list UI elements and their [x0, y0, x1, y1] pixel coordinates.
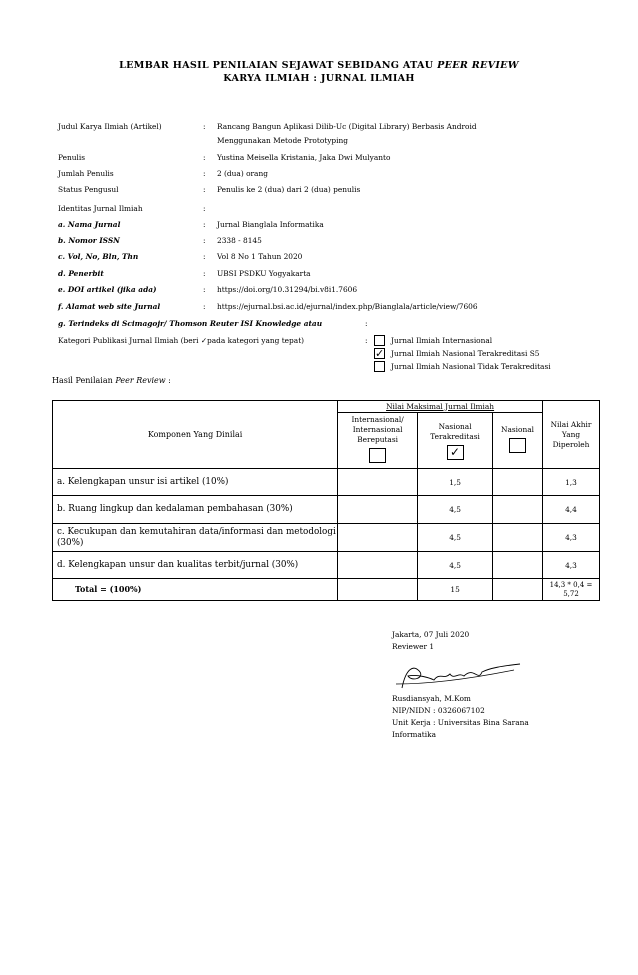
- identity-label: e. DOI artikel (jika ada): [58, 285, 157, 294]
- identity-colon: :: [203, 302, 206, 311]
- identity-colon: :: [203, 185, 206, 194]
- row-component: a. Kelengkapan unsur isi artikel (10%): [53, 469, 338, 496]
- row-max: 4,5: [418, 524, 493, 552]
- identity-row: [58, 319, 618, 333]
- identity-label: c. Vol, No, Bln, Thn: [58, 252, 139, 261]
- row-component: d. Kelengkapan unsur dan kualitas terbit/jurnal (30%): [53, 552, 338, 579]
- sign-name: Rusdiansyah, M.Kom: [392, 694, 471, 703]
- row-component: c. Kecukupan dan kemutahiran data/informasi dan metodologi (30%): [53, 524, 338, 552]
- sign-unit-2: Informatika: [392, 730, 437, 739]
- total-label: Total = (100%): [53, 579, 338, 601]
- identity-label: d. Penerbit: [58, 269, 104, 278]
- identity-colon: :: [203, 252, 206, 261]
- title-text: LEMBAR HASIL PENILAIAN SEJAWAT SEBIDANG ATAU: [119, 60, 434, 71]
- row-nas: [493, 496, 543, 524]
- identity-row: [58, 252, 618, 266]
- category-checkbox: [374, 361, 385, 372]
- total-nas: [493, 579, 543, 601]
- identity-colon: :: [203, 285, 206, 294]
- identity-value: Jurnal Bianglala Informatika: [217, 220, 324, 229]
- header-national-text: Nasional: [501, 425, 535, 434]
- header-final: [543, 401, 600, 469]
- identity-value: 2338 - 8145: [217, 236, 262, 245]
- header-national-accredited: [418, 413, 493, 469]
- header-final-text: Nilai Akhir Yang Diperoleh: [550, 419, 592, 449]
- row-nas: [493, 469, 543, 496]
- sign-unit: Unit Kerja : Universitas Bina Sarana: [392, 718, 529, 727]
- row-max: 1,5: [418, 469, 493, 496]
- identity-row: [58, 122, 618, 136]
- identity-label: Judul Karya Ilmiah (Artikel): [58, 122, 162, 131]
- sign-role: Reviewer 1: [392, 642, 435, 651]
- category-option-text: Jurnal Ilmiah Nasional Tidak Terakreditasi: [391, 362, 551, 371]
- identity-row: [58, 185, 618, 199]
- category-colon: :: [365, 336, 368, 345]
- identity-value: 2 (dua) orang: [217, 169, 268, 178]
- sign-date: Jakarta, 07 Juli 2020: [392, 630, 470, 639]
- identity-label: Status Pengusul: [58, 185, 119, 194]
- total-intl: [338, 579, 418, 601]
- row-nas: [493, 524, 543, 552]
- row-nas: [493, 552, 543, 579]
- row-intl: [338, 552, 418, 579]
- header-national-accredited-text: Nasional Terakreditasi: [430, 421, 480, 441]
- table-row: [53, 496, 600, 524]
- identity-row: [58, 236, 618, 250]
- identity-colon: :: [203, 220, 206, 229]
- identity-value: https://doi.org/10.31294/bi.v8i1.7606: [217, 285, 358, 294]
- result-heading: [52, 376, 171, 385]
- row-component: b. Ruang lingkup dan kedalaman pembahasan (30%): [53, 496, 338, 524]
- identity-label: Penulis: [58, 153, 86, 162]
- international-checkbox: [369, 448, 386, 463]
- identity-value: https://ejurnal.bsi.ac.id/ejurnal/index.php/Bianglala/article/view/7606: [217, 302, 478, 311]
- result-heading-text: Hasil Penilaian: [52, 376, 113, 385]
- row-final: 4,3: [543, 552, 600, 579]
- identity-value: Rancang Bangun Aplikasi Dilib-Uc (Digital Library) Berbasis Android: [217, 122, 477, 131]
- identity-label: Jumlah Penulis: [58, 169, 114, 178]
- row-final: 4,4: [543, 496, 600, 524]
- identity-row: [58, 269, 618, 283]
- identity-colon: :: [203, 269, 206, 278]
- identity-label: b. Nomor ISSN: [58, 236, 120, 245]
- identity-row: [58, 285, 618, 299]
- table-row: [53, 524, 600, 552]
- header-component: Komponen Yang Dinilai: [53, 401, 338, 469]
- row-intl: [338, 524, 418, 552]
- sign-nip: NIP/NIDN : 0326067102: [392, 706, 485, 715]
- total-final: 14,3 * 0,4 = 5,72: [543, 579, 600, 601]
- result-colon: :: [168, 376, 171, 385]
- row-intl: [338, 496, 418, 524]
- identity-colon: :: [203, 204, 206, 213]
- header-international-text: Internasional/ Internasional Bereputasi: [351, 415, 404, 444]
- total-max: 15: [418, 579, 493, 601]
- identity-colon: :: [203, 122, 206, 131]
- header-international: [338, 413, 418, 469]
- identity-value: Vol 8 No 1 Tahun 2020: [217, 252, 303, 261]
- header-max-score: Nilai Maksimal Jurnal Ilmiah: [338, 401, 543, 413]
- doc-title-line1: [0, 60, 638, 71]
- doc-title-line2: KARYA ILMIAH : JURNAL ILMIAH: [223, 73, 415, 84]
- identity-value: Menggunakan Metode Prototyping: [217, 136, 349, 145]
- identity-label: a. Nama Jurnal: [58, 220, 121, 229]
- identity-value: UBSI PSDKU Yogyakarta: [217, 269, 311, 278]
- identity-row: [58, 220, 618, 234]
- signature-image: [394, 658, 524, 694]
- identity-row: [58, 302, 618, 316]
- identity-colon: :: [203, 236, 206, 245]
- identity-value: Yustina Meisella Kristania, Jaka Dwi Mulyanto: [217, 153, 391, 162]
- identity-label: Identitas Jurnal Ilmiah: [58, 204, 143, 213]
- row-final: 4,3: [543, 524, 600, 552]
- score-table: [52, 400, 600, 601]
- row-final: 1,3: [543, 469, 600, 496]
- identity-colon: :: [203, 169, 206, 178]
- category-checkbox: [374, 335, 385, 346]
- identity-row: [58, 153, 618, 167]
- row-max: 4,5: [418, 552, 493, 579]
- category-option-text: Jurnal Ilmiah Nasional Terakreditasi S5: [391, 349, 540, 358]
- title-italic: PEER REVIEW: [437, 60, 519, 71]
- result-heading-italic: Peer Review: [115, 376, 166, 385]
- identity-label: g. Terindeks di Scimagojr/ Thomson Reuter ISI Knowledge atau: [58, 319, 323, 328]
- identity-row: [58, 204, 618, 218]
- identity-label: f. Alamat web site Jurnal: [58, 302, 161, 311]
- category-checkbox: ✓: [375, 347, 385, 360]
- identity-row: [58, 169, 618, 183]
- identity-value: Penulis ke 2 (dua) dari 2 (dua) penulis: [217, 185, 361, 194]
- row-max: 4,5: [418, 496, 493, 524]
- category-option-text: Jurnal Ilmiah Internasional: [391, 336, 493, 345]
- identity-colon: :: [203, 153, 206, 162]
- identity-colon: :: [365, 319, 368, 328]
- row-intl: [338, 469, 418, 496]
- table-row: [53, 552, 600, 579]
- table-row: [53, 469, 600, 496]
- national-accredited-checkbox: ✓: [447, 445, 464, 460]
- category-label: Kategori Publikasi Jurnal Ilmiah (beri ✓pada kategori yang tepat): [58, 336, 305, 345]
- header-national: [493, 413, 543, 469]
- national-checkbox: [509, 438, 526, 453]
- identity-row: [58, 136, 618, 150]
